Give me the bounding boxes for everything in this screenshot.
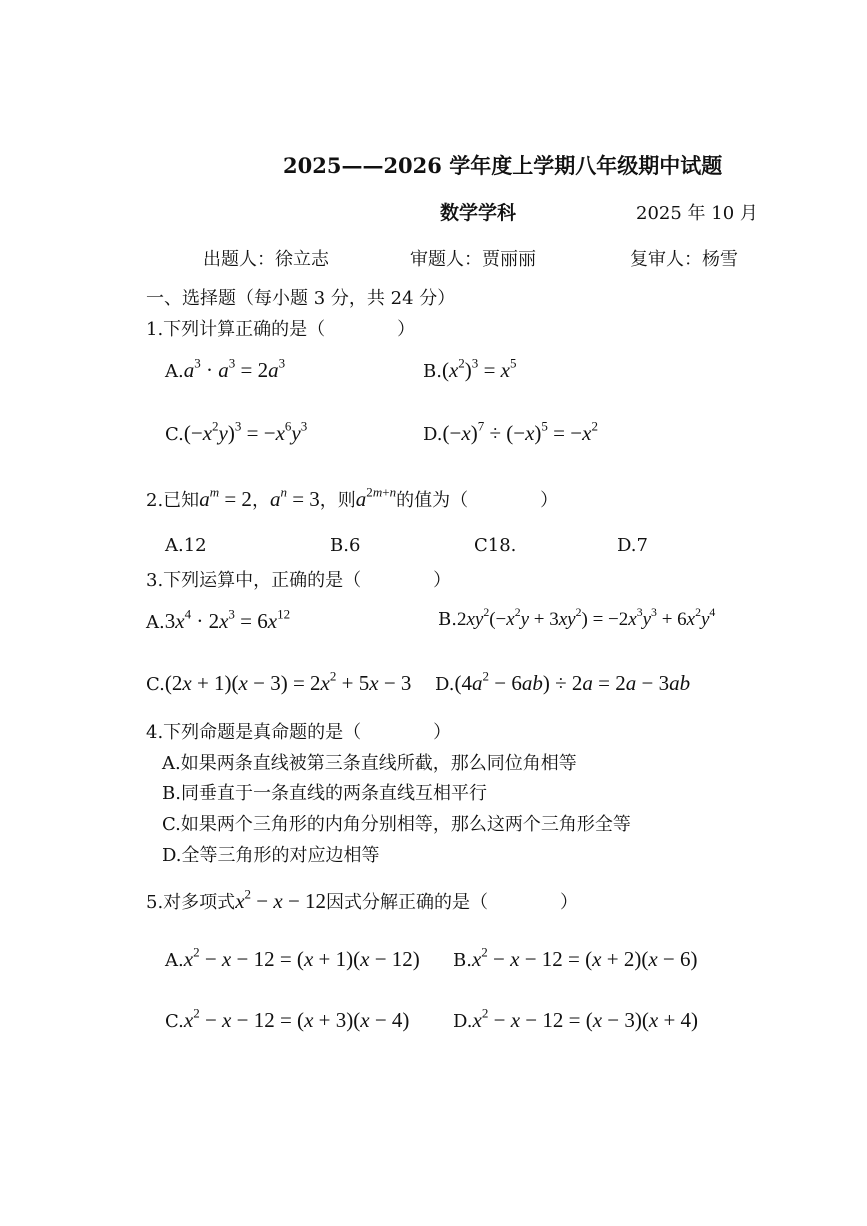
q5-stem-post: 因式分解正确的是（ ） [326, 892, 579, 913]
q5-polynomial: $x^2 - x - 12$ [235, 886, 327, 913]
q1-option-d [423, 418, 598, 446]
q5-option-b-formula: $x^2 - x - 12 = (x + 2)(x - 6)$ [471, 944, 698, 971]
q5-stem-pre: 5.对多项式 [146, 892, 236, 913]
q5-stem [146, 888, 578, 914]
q3-option-b-letter: B. [438, 609, 457, 630]
q1-option-a [165, 355, 286, 383]
q4-option-d: D.全等三角形的对应边相等 [162, 845, 380, 866]
section-heading: 一、选择题（每小题 3 分，共 24 分） [146, 288, 456, 309]
q5-option-c-letter: C. [165, 1011, 184, 1032]
q1-option-d-formula: $(-x)^7 \div (-x)^5 = -x^2$ [442, 418, 598, 445]
q1-option-c-formula: $(-x^2y)^3 = -x^6y^3$ [183, 418, 308, 445]
q3-option-c-formula: $(2x + 1)(x - 3) = 2x^2 + 5x - 3$ [164, 668, 412, 695]
q2-expr-m: $a^m = 2$ [199, 484, 252, 511]
q2-stem-post: 的值为（ ） [396, 490, 559, 511]
q1-stem: 1.下列计算正确的是（ ） [146, 319, 416, 340]
q3-option-b-formula: $2xy^2(-x^2y + 3xy^2) = -2x^3y^3 + 6x^2y^4$ [456, 606, 716, 630]
rechecker-label: 复审人：杨雪 [630, 249, 738, 270]
q3-option-a [146, 606, 291, 634]
exam-title: 2025——2026 学年度上学期八年级期中试题 [283, 153, 723, 178]
q1-option-a-formula: $a^3 \cdot a^3 = 2a^3$ [183, 355, 286, 382]
q4-option-c: C.如果两个三角形的内角分别相等，那么这两个三角形全等 [162, 814, 631, 835]
q5-option-b [453, 944, 698, 972]
q1-option-b-letter: B. [423, 361, 442, 382]
q2-option-c: C18. [474, 535, 517, 556]
q4-stem: 4.下列命题是真命题的是（ ） [146, 722, 452, 743]
q3-option-b [438, 606, 716, 631]
q5-option-a-formula: $x^2 - x - 12 = (x + 1)(x - 12)$ [183, 944, 420, 971]
q5-option-a [165, 944, 420, 972]
q3-option-c [146, 668, 412, 696]
q5-option-c-formula: $x^2 - x - 12 = (x + 3)(x - 4)$ [183, 1005, 410, 1032]
reviewer-label: 审题人：贾丽丽 [410, 249, 536, 270]
q1-option-d-letter: D. [423, 424, 443, 445]
q2-option-d: D.7 [617, 535, 648, 556]
q1-option-b-formula: $(x^2)^3 = x^5$ [441, 355, 517, 382]
q1-option-c [165, 418, 308, 446]
q2-stem-pre: 2.已知 [146, 490, 200, 511]
q4-option-b: B.同垂直于一条直线的两条直线互相平行 [162, 783, 487, 804]
q2-option-b: B.6 [330, 535, 361, 556]
q3-option-d-letter: D. [435, 674, 455, 695]
q5-option-d [453, 1005, 699, 1033]
q3-option-c-letter: C. [146, 674, 165, 695]
q2-stem [146, 486, 558, 512]
q4-option-a: A.如果两条直线被第三条直线所截，那么同位角相等 [162, 753, 577, 774]
q3-option-a-letter: A. [146, 612, 165, 633]
exam-date: 2025 年 10 月 [636, 203, 758, 224]
q1-option-c-letter: C. [165, 424, 184, 445]
subject-label: 数学学科 [440, 202, 517, 224]
q5-option-b-letter: B. [453, 950, 472, 971]
q5-option-d-letter: D. [453, 1011, 473, 1032]
q5-option-d-formula: $x^2 - x - 12 = (x - 3)(x + 4)$ [472, 1005, 699, 1032]
q2-stem-mid1: ， [251, 490, 270, 511]
q5-option-c [165, 1005, 410, 1033]
q2-expr-target: $a^{2m+n}$ [355, 484, 397, 511]
q3-option-a-formula: $3x^4 \cdot 2x^3 = 6x^{12}$ [164, 606, 291, 633]
q2-stem-mid2: ，则 [319, 490, 356, 511]
q2-option-a: A.12 [165, 535, 207, 556]
q3-option-d [435, 668, 691, 696]
q1-option-a-letter: A. [165, 361, 184, 382]
setter-label: 出题人：徐立志 [203, 249, 329, 270]
q3-stem: 3.下列运算中，正确的是（ ） [146, 570, 452, 591]
q5-option-a-letter: A. [165, 950, 184, 971]
q2-expr-n: $a^n = 3$ [269, 484, 320, 511]
q1-option-b [423, 355, 517, 383]
q3-option-d-formula: $(4a^2 - 6ab) \div 2a = 2a - 3ab$ [454, 668, 691, 695]
